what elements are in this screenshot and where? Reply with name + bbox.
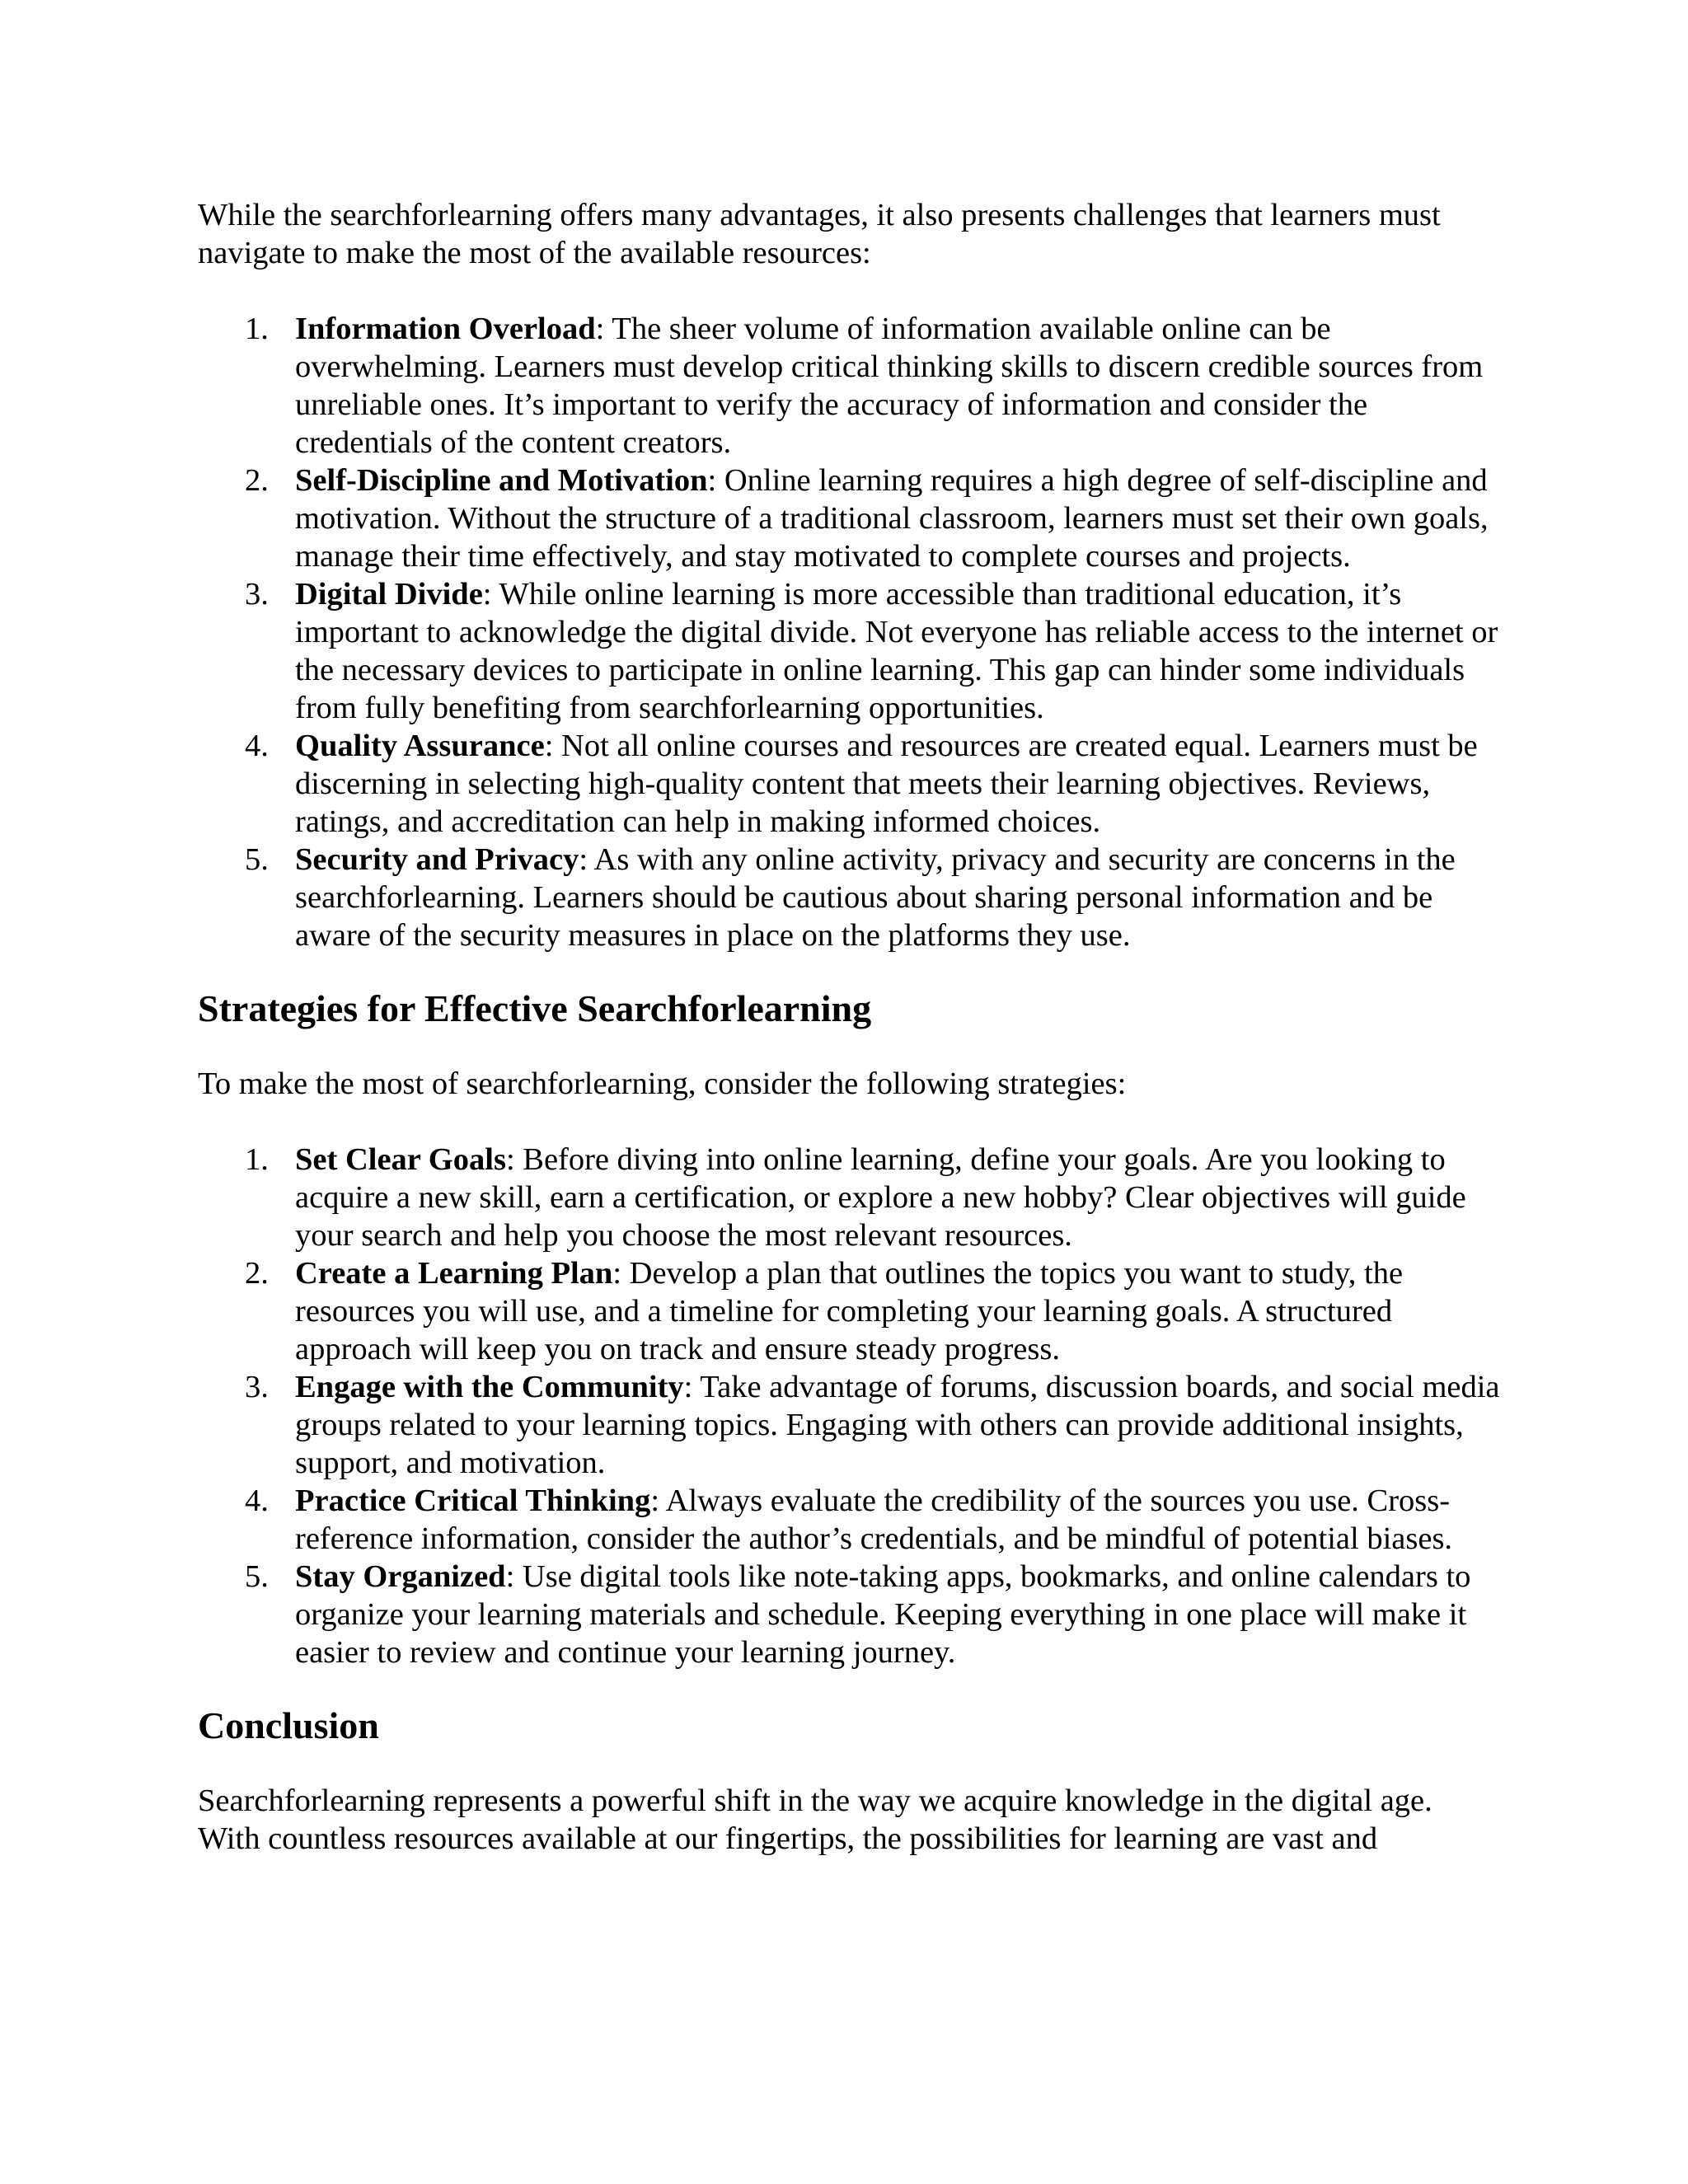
- list-item-term: Set Clear Goals: [295, 1142, 506, 1177]
- list-item-text: : As with any online activity, privacy and security are concerns in the searchforlearning. Learners should be cautious about sharing personal information and be aware of the security measures in place on the platforms they use.: [295, 842, 1456, 953]
- list-item-text: : The sheer volume of information available online can be overwhelming. Learners must develop critical thinking skills to discern credible sources from unreliable ones. It’s important to verify the accuracy of information and consider the credentials of the content creators.: [295, 312, 1484, 460]
- list-item-term: Self-Discipline and Motivation: [295, 463, 708, 498]
- list-item-text: : Take advantage of forums, discussion boards, and social media groups related to your learning topics. Engaging with others can provide additional insights, support, and motivation.: [295, 1370, 1500, 1480]
- intro-paragraph: While the searchforlearning offers many advantages, it also presents challenges that learners must navigate to make the most of the available resources:: [198, 198, 1441, 270]
- list-item-term: Practice Critical Thinking: [295, 1483, 651, 1518]
- list-item: [198, 462, 1500, 575]
- list-item: [198, 575, 1500, 727]
- conclusion-heading: Conclusion: [198, 1704, 379, 1746]
- list-item-number: 4.: [245, 729, 269, 763]
- strategies-intro: To make the most of searchforlearning, consider the following strategies:: [198, 1066, 1127, 1101]
- list-item-number: 1.: [245, 312, 269, 346]
- conclusion-paragraph: Searchforlearning represents a powerful shift in the way we acquire knowledge in the digital age. With countless resources available at our fingertips, the possibilities for learning are vast and: [198, 1783, 1432, 1856]
- challenges-list: [198, 310, 1500, 954]
- list-item-term: Engage with the Community: [295, 1370, 684, 1404]
- list-item-text: : Use digital tools like note-taking apps, bookmarks, and online calendars to organize your learning materials and schedule. Keeping everything in one place will make it easier to review and continue your learning journey.: [295, 1559, 1471, 1670]
- list-item-term: Security and Privacy: [295, 842, 579, 877]
- list-item: [198, 310, 1500, 462]
- list-item-term: Information Overload: [295, 312, 596, 346]
- list-item-text: : While online learning is more accessible than traditional education, it’s important to acknowledge the digital divide. Not everyone has reliable access to the internet or the necessary devices to participate in online learning. This gap can hinder some individuals from fully benefiting from searchforlearning opportunities.: [295, 577, 1498, 725]
- list-item-number: 5.: [245, 842, 269, 877]
- list-item-text: : Always evaluate the credibility of the sources you use. Cross-reference information, consider the author’s credentials, and be mindful of potential biases.: [295, 1483, 1453, 1556]
- list-item-term: Quality Assurance: [295, 729, 545, 763]
- list-item-text: : Develop a plan that outlines the topics you want to study, the resources you will use, and a timeline for completing your learning goals. A structured approach will keep you on track and ensure steady progress.: [295, 1256, 1404, 1366]
- list-item: [198, 1254, 1500, 1368]
- page-content: [198, 196, 1500, 1858]
- list-item-term: Digital Divide: [295, 577, 483, 612]
- list-item: [198, 1368, 1500, 1482]
- list-item-term: Create a Learning Plan: [295, 1256, 613, 1291]
- list-item: [198, 1558, 1500, 1671]
- list-item: [198, 727, 1500, 841]
- list-item: [198, 1482, 1500, 1558]
- list-item-number: 4.: [245, 1483, 269, 1518]
- list-item-text: : Before diving into online learning, define your goals. Are you looking to acquire a new skill, earn a certification, or explore a new hobby? Clear objectives will guide your search and help you choose the most relevant resources.: [295, 1142, 1466, 1253]
- list-item-number: 5.: [245, 1559, 269, 1594]
- list-item-number: 2.: [245, 463, 269, 498]
- strategies-list: [198, 1141, 1500, 1671]
- list-item-term: Stay Organized: [295, 1559, 506, 1594]
- list-item-number: 2.: [245, 1256, 269, 1291]
- list-item-text: : Online learning requires a high degree of self-discipline and motivation. Without the structure of a traditional classroom, learners must set their own goals, manage their time effectively, and stay motivated to complete courses and projects.: [295, 463, 1489, 574]
- strategies-heading: Strategies for Effective Searchforlearning: [198, 987, 872, 1029]
- list-item-text: : Not all online courses and resources are created equal. Learners must be discerning in selecting high-quality content that meets their learning objectives. Reviews, ratings, and accreditation can help in making informed choices.: [295, 729, 1478, 839]
- list-item-number: 3.: [245, 1370, 269, 1404]
- list-item-number: 1.: [245, 1142, 269, 1177]
- list-item-number: 3.: [245, 577, 269, 612]
- list-item: [198, 1141, 1500, 1254]
- list-item: [198, 841, 1500, 954]
